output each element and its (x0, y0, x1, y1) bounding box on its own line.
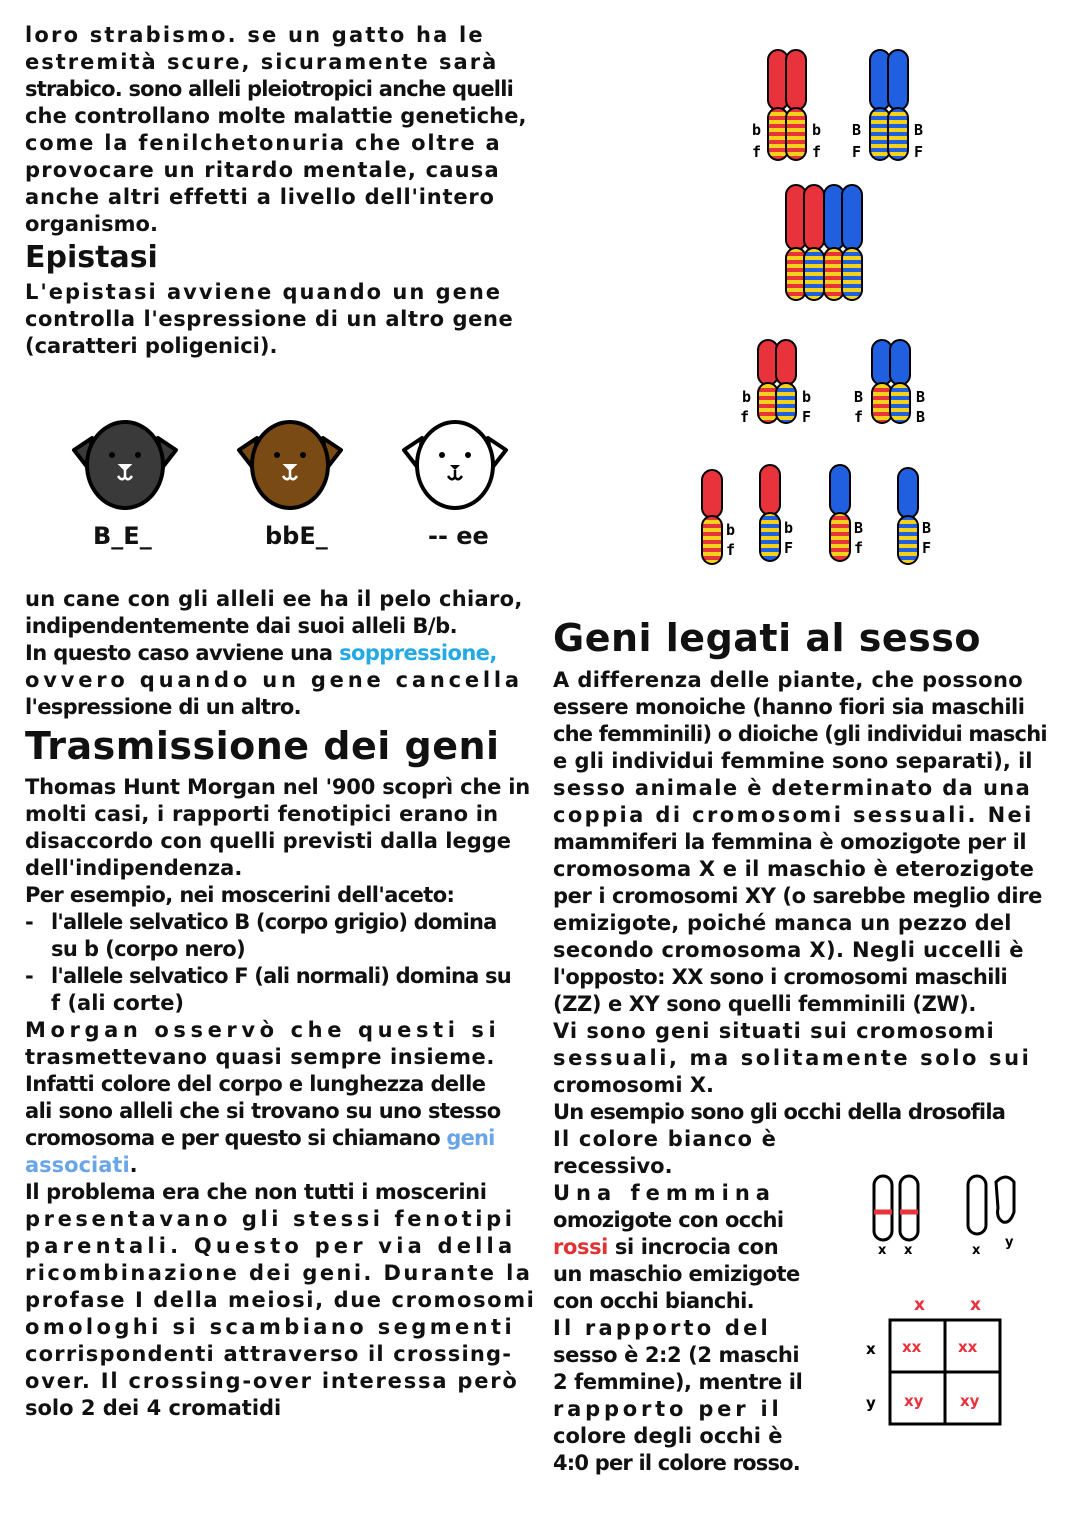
allele-label: B (922, 519, 932, 537)
text-line: indipendentemente dai suoi alleli B/b. (25, 614, 458, 638)
recombined-pair-blue (872, 340, 910, 423)
text-line: sesso è 2:2 (2 maschi (553, 1343, 800, 1367)
text-line: che controllano molte malattie genetiche, (25, 104, 527, 128)
text-line: omozigote con occhi (553, 1208, 784, 1232)
highlight-soppressione: soppressione, (339, 641, 497, 665)
chromosome-label: x (972, 1243, 981, 1258)
allele-label: f (726, 541, 736, 559)
epistasi-title: Epistasi (25, 240, 158, 275)
punnett-header: x (970, 1295, 981, 1315)
text-line: Morgan osservò che questi si (25, 1018, 501, 1042)
text-line: 4:0 per il colore rosso. (553, 1451, 800, 1475)
dog-genotype-label: -- ee (428, 522, 489, 550)
chromosome-label: y (1005, 1235, 1014, 1250)
text-line: mammiferi la femmina è omozigote per il (553, 830, 1027, 854)
text-line: rapporto per il (553, 1397, 783, 1421)
text-line: Un esempio sono gli occhi della drosofila (553, 1100, 1006, 1124)
text-line: omologhi si scambiano segmenti (25, 1315, 516, 1339)
text-line: (ZZ) e XY sono quelli femminili (ZW). (553, 992, 976, 1016)
text-span: . (129, 1153, 138, 1177)
text-line: Per esempio, nei moscerini dell'aceto: (25, 883, 455, 907)
punnett-cell: xy (904, 1392, 924, 1410)
text-line: loro strabismo. se un gatto ha le (25, 23, 485, 47)
text-line: strabico. sono alleli pleiotropici anche quelli (25, 77, 513, 101)
drosophila-punnett-diagram (860, 1168, 1050, 1428)
text-line: ovvero quando un gene cancella (25, 668, 523, 692)
text-line: organismo. (25, 212, 158, 236)
text-line: l'espressione di un altro. (25, 695, 301, 719)
chromosome-pair-blue (870, 50, 908, 160)
text-line: come la fenilchetonuria che oltre a (25, 131, 502, 155)
crossing-over-diagram (690, 40, 990, 580)
highlight-associati: associati (25, 1153, 130, 1177)
text-line: Una femmina (553, 1181, 776, 1205)
allele-label: F (922, 539, 932, 557)
text-line: L'epistasi avviene quando un gene (25, 280, 503, 304)
allele-label: B (916, 408, 926, 426)
text-line: sessuali, ma solitamente solo sui (553, 1046, 1032, 1070)
text-line: l'opposto: XX sono i cromosomi maschili (553, 965, 1008, 989)
text-line: secondo cromosoma X). Negli uccelli è (553, 938, 1024, 962)
text-line: solo 2 dei 4 cromatidi (25, 1396, 282, 1420)
allele-label: f (812, 143, 822, 161)
text-line: ali sono alleli che si trovano su uno stesso (25, 1099, 501, 1123)
allele-label: f (854, 539, 864, 557)
text-line: Thomas Hunt Morgan nel '900 scoprì che in (25, 775, 530, 799)
allele-label: f (752, 143, 762, 161)
bullet-continuation: su b (corpo nero) (51, 937, 246, 961)
text-line: presentavano gli stessi fenotipi (25, 1207, 516, 1231)
allele-label: b (784, 519, 794, 537)
text-line: (caratteri poligenici). (25, 334, 278, 358)
text-line: estremità scure, sicuramente sarà (25, 50, 499, 74)
text-line: cromosomi X. (553, 1073, 715, 1097)
text-line: e gli individui femmine sono separati), il (553, 749, 1033, 773)
bullet-continuation: f (ali corte) (51, 991, 185, 1015)
allele-label: F (914, 143, 924, 161)
trasmissione-title: Trasmissione dei geni (25, 724, 500, 768)
text-line: provocare un ritardo mentale, causa (25, 158, 500, 182)
text-line: coppia di cromosomi sessuali. Nei (553, 803, 1034, 827)
highlight-rossi: rossi (553, 1235, 608, 1259)
male-xy-chromosomes (968, 1176, 1014, 1234)
allele-label: F (852, 143, 862, 161)
sesso-title: Geni legati al sesso (553, 616, 981, 660)
text-line: essere monoiche (hanno fiori sia maschili (553, 695, 1025, 719)
allele-label: f (740, 408, 750, 426)
chromosome-label: x (904, 1243, 913, 1258)
text-line (25, 1125, 495, 1152)
text-line: recessivo. (553, 1154, 673, 1178)
text-line: disaccordo con quelli previsti dalla legge (25, 829, 512, 853)
bullet-text: l'allele selvatico F (ali normali) domina su (51, 964, 511, 988)
text-line: emizigote, poiché manca un pezzo del (553, 911, 1012, 935)
text-line: parentali. Questo per via della (25, 1234, 517, 1258)
text-line: corrispondenti attraverso il crossing- (25, 1342, 513, 1366)
text-line: per i cromosomi XY (o sarebbe meglio dire (553, 884, 1042, 908)
text-line: profase I della meiosi, due cromosomi (25, 1288, 536, 1312)
text-line: 2 femmine), mentre il (553, 1370, 803, 1394)
allele-label: B (854, 519, 864, 537)
dog-white-icon (400, 410, 510, 515)
text-line: un cane con gli alleli ee ha il pelo chiaro, (25, 587, 523, 611)
allele-label: F (802, 408, 812, 426)
allele-label: B (852, 121, 862, 139)
punnett-cell: xy (960, 1392, 980, 1410)
text-line: over. Il crossing-over interessa però (25, 1369, 519, 1393)
text-line: trasmettevano quasi sempre insieme. (25, 1045, 495, 1069)
text-line: molti casi, i rapporti fenotipici erano in (25, 802, 499, 826)
allele-label: B (916, 388, 926, 406)
punnett-cell: xx (902, 1338, 922, 1356)
text-line (25, 1152, 138, 1179)
recombined-pair-red (758, 340, 796, 423)
text-line: controlla l'espressione di un altro gene (25, 307, 514, 331)
punnett-cell: xx (958, 1338, 978, 1356)
text-span: cromosoma e per questo si chiamano (25, 1126, 447, 1150)
text-line: A differenza delle piante, che possono (553, 668, 1024, 692)
text-line: un maschio emizigote (553, 1262, 800, 1286)
text-line (25, 640, 497, 667)
chromosome-pair-red (768, 50, 806, 160)
text-line: con occhi bianchi. (553, 1289, 755, 1313)
allele-label: f (854, 408, 864, 426)
punnett-header: x (866, 1340, 876, 1358)
dog-genotype-label: bbE_ (265, 522, 328, 550)
text-line: colore degli occhi è (553, 1424, 783, 1448)
text-line: anche altri effetti a livello dell'intero (25, 185, 495, 209)
text-line: ricombinazione dei geni. Durante la (25, 1261, 533, 1285)
text-line: Il problema era che non tutti i moscerini (25, 1180, 487, 1204)
bullet-item: - l'allele selvatico B (corpo grigio) domina (25, 910, 497, 934)
crossing-chromosomes (786, 185, 862, 300)
allele-label: b (812, 121, 822, 139)
text-span: si incrocia con (607, 1235, 779, 1259)
dog-genotype-label: B_E_ (93, 522, 152, 550)
allele-label: b (726, 521, 736, 539)
allele-label: B (914, 121, 924, 139)
dog-brown-icon (235, 410, 345, 515)
text-span: In questo caso avviene una (25, 641, 340, 665)
allele-label: b (742, 388, 752, 406)
text-line: Vi sono geni situati sui cromosomi (553, 1019, 995, 1043)
bullet-item: - l'allele selvatico F (ali normali) domina su (25, 964, 511, 988)
highlight-geni: geni (446, 1126, 495, 1150)
allele-label: b (752, 121, 762, 139)
chromosome-label: x (878, 1243, 887, 1258)
text-line: Il rapporto del (553, 1316, 771, 1340)
punnett-header: y (866, 1394, 876, 1412)
female-x-chromosomes (874, 1176, 918, 1240)
allele-label: b (802, 388, 812, 406)
dog-figures (60, 400, 530, 560)
text-line: che femminili) o dioiche (gli individui maschi (553, 722, 1047, 746)
text-line: Infatti colore del corpo e lunghezza delle (25, 1072, 486, 1096)
text-line: cromosoma X e il maschio è eterozigote (553, 857, 1035, 881)
bullet-text: l'allele selvatico B (corpo grigio) domina (51, 910, 497, 934)
allele-label: F (784, 539, 794, 557)
text-line: Il colore bianco è (553, 1127, 778, 1151)
dog-black-icon (70, 410, 180, 515)
text-line: sesso animale è determinato da una (553, 776, 1032, 800)
text-line: dell'indipendenza. (25, 856, 243, 880)
text-line (553, 1234, 778, 1261)
allele-label: B (854, 388, 864, 406)
punnett-header: x (914, 1295, 925, 1315)
